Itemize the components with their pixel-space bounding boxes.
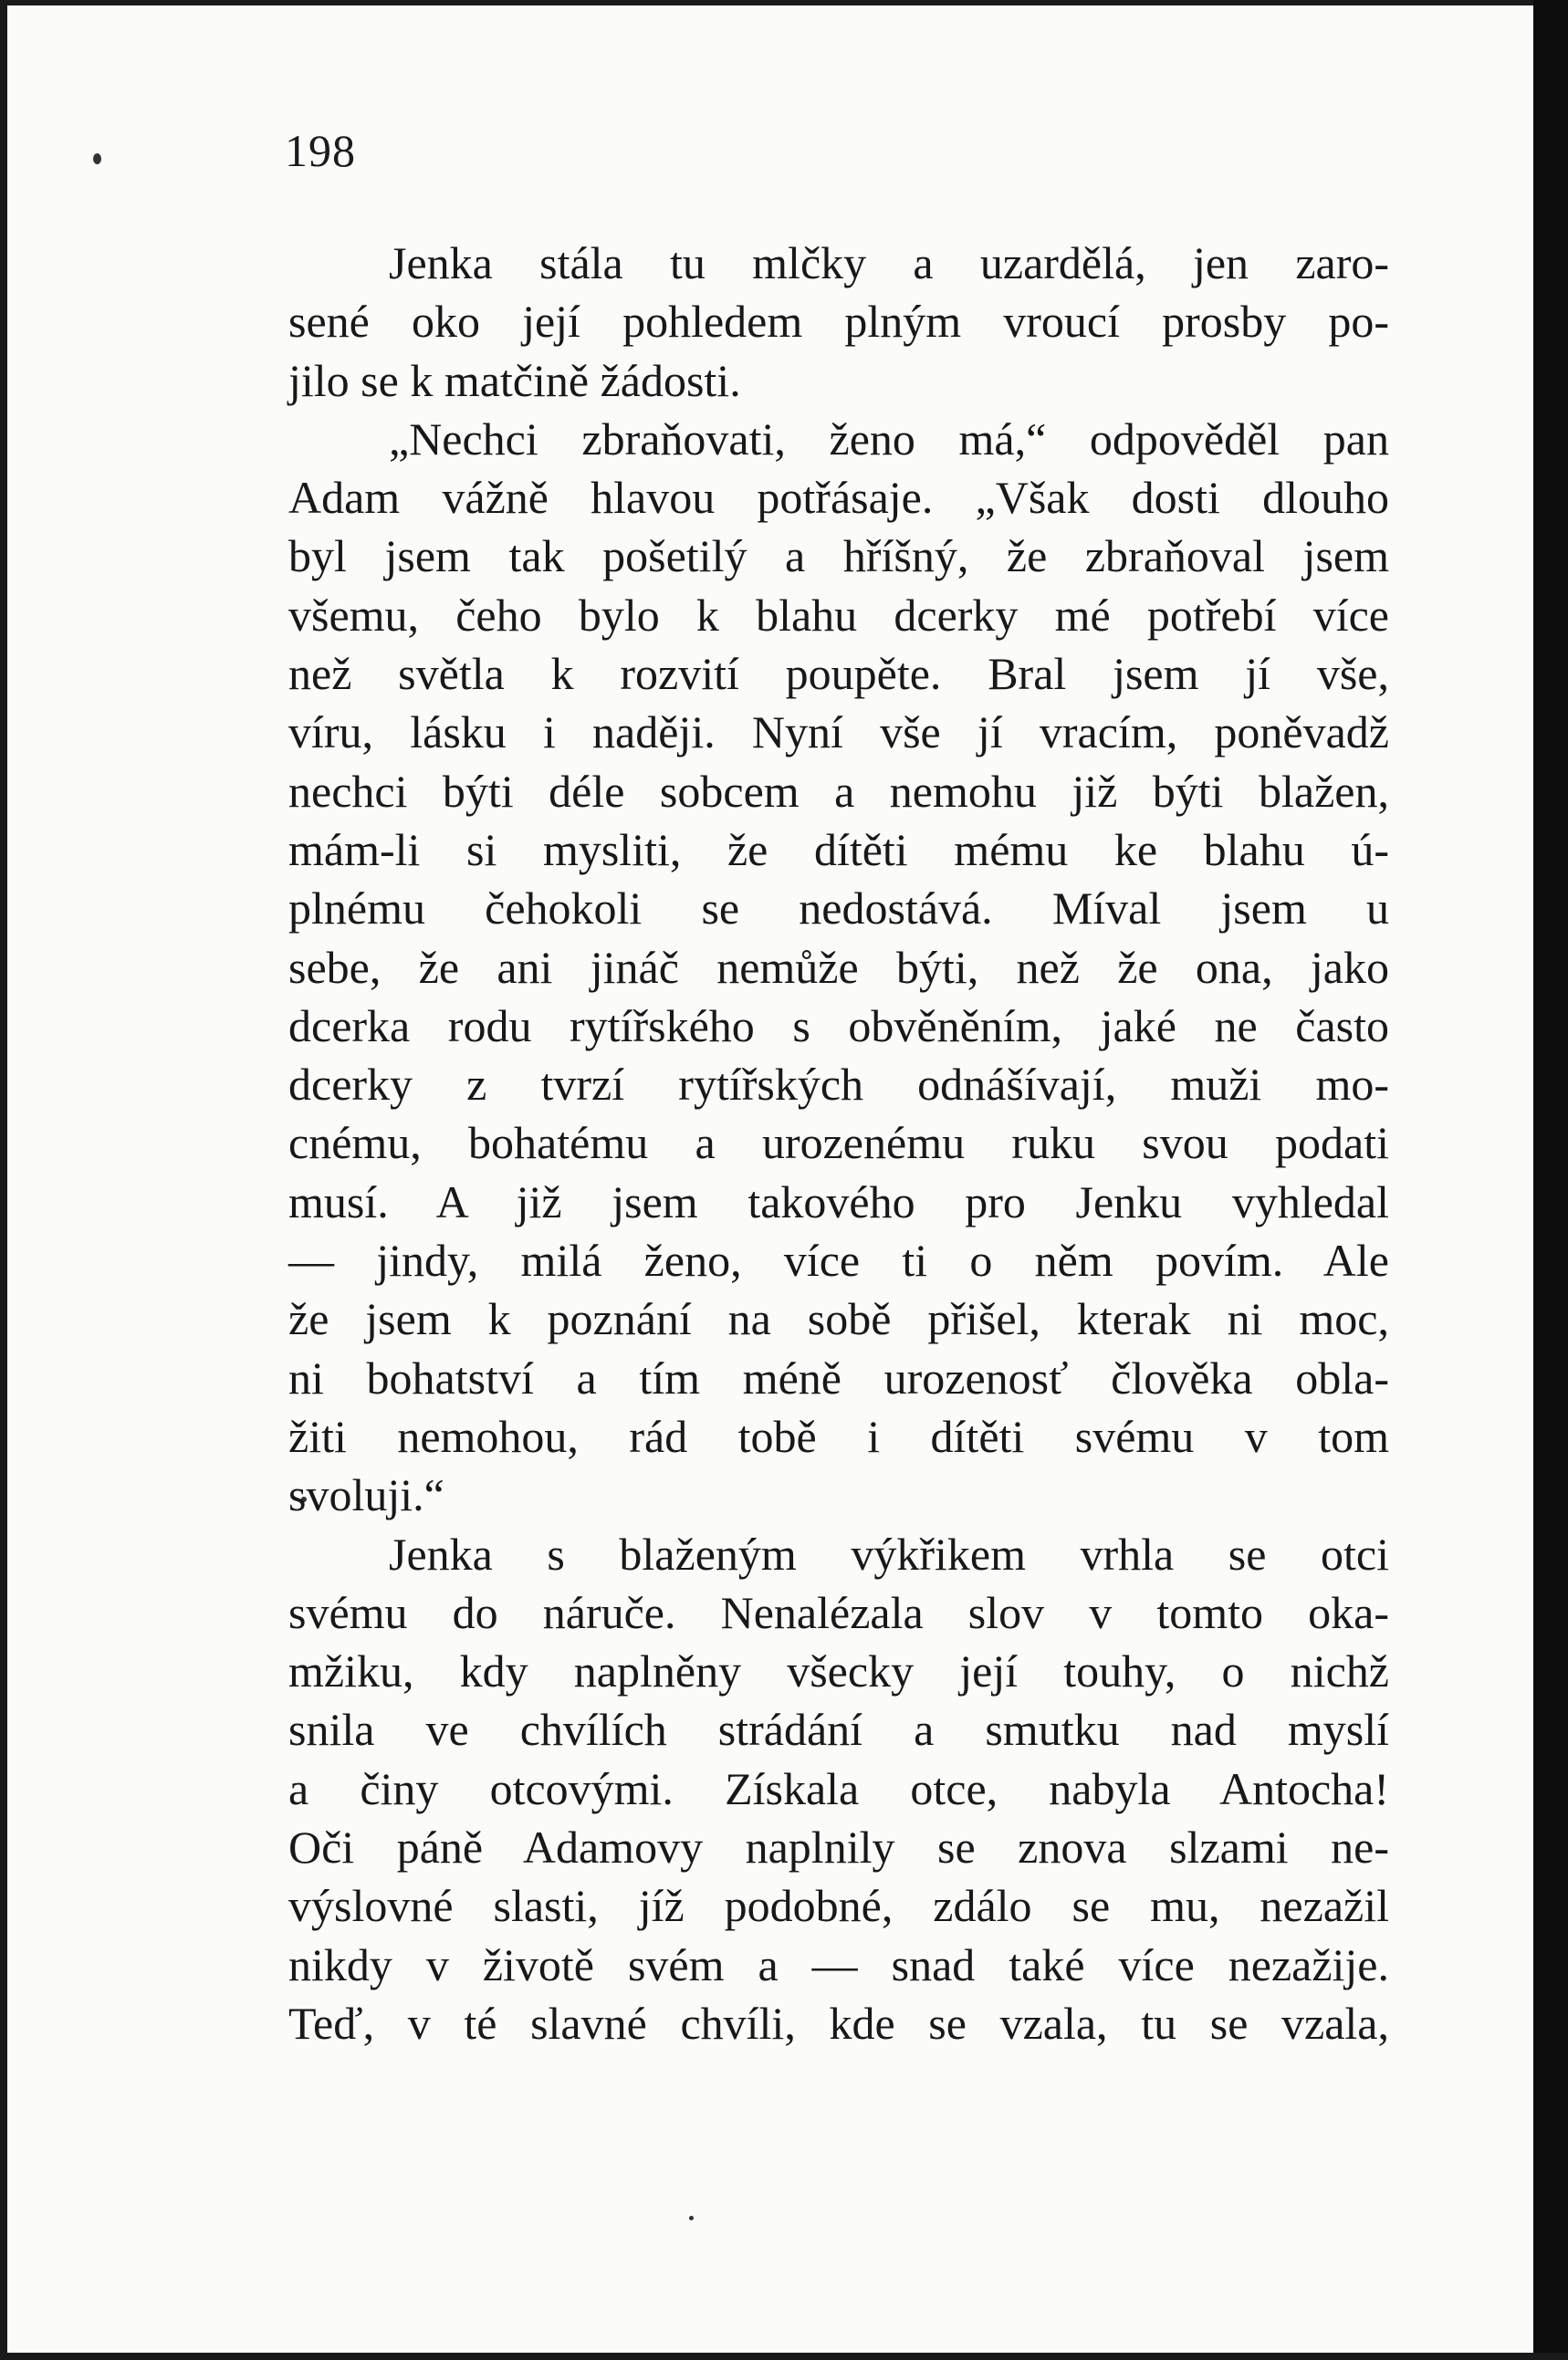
text-line: výslovné slasti, jíž podobné, zdálo se mu, nezažil xyxy=(288,1880,1389,1932)
text-line: sebe, že ani jináč nemůže býti, než že ona, jako xyxy=(288,941,1389,993)
text-line: žiti nemohou, rád tobě i dítěti svému v tom xyxy=(288,1410,1389,1462)
scan-border-bottom xyxy=(0,2353,1568,2360)
text-line: Oči páně Adamovy naplnily se znova slzami ne- xyxy=(288,1822,1389,1874)
text-line: svoluji.“ xyxy=(288,1469,444,1521)
text-line: Adam vážně hlavou potřásaje. „Však dosti dlouho xyxy=(288,472,1389,524)
text-line: a činy otcovými. Získala otce, nabyla Antocha! xyxy=(288,1762,1389,1814)
text-line: že jsem k poznání na sobě přišel, kterak ni moc, xyxy=(288,1293,1389,1345)
text-line: svému do náruče. Nenalézala slov v tomto oka- xyxy=(288,1586,1389,1638)
text-line: než světla k rozvití poupěte. Bral jsem jí vše, xyxy=(288,648,1389,700)
scan-speck xyxy=(689,2216,694,2220)
scan-border-top xyxy=(0,0,1568,5)
scan-speck xyxy=(93,153,101,164)
text-line: víru, lásku i naději. Nyní vše jí vracím, poněvadž xyxy=(288,706,1389,758)
scan-border-right xyxy=(1533,0,1568,2360)
text-line: Teď, v té slavné chvíli, kde se vzala, tu se vzala, xyxy=(288,1997,1389,2049)
text-line: musí. A již jsem takového pro Jenku vyhledal xyxy=(288,1175,1389,1227)
text-line: dcerka rodu rytířského s obvěněním, jaké ne často xyxy=(288,999,1389,1051)
text-line: mžiku, kdy naplněny všecky její touhy, o nichž xyxy=(288,1645,1389,1697)
page-number: 198 xyxy=(285,125,356,176)
text-line: Jenka s blaženým výkřikem vrhla se otci xyxy=(389,1528,1389,1580)
text-line: snila ve chvílích strádání a smutku nad myslí xyxy=(288,1704,1389,1756)
text-line: nechci býti déle sobcem a nemohu již býti blažen, xyxy=(288,765,1389,817)
text-line: nikdy v životě svém a — snad také více nezažije. xyxy=(288,1938,1389,1990)
text-line: byl jsem tak pošetilý a hříšný, že zbraňoval jsem xyxy=(288,530,1389,582)
text-line: plnému čehokoli se nedostává. Míval jsem u xyxy=(288,882,1389,935)
text-line: Jenka stála tu mlčky a uzardělá, jen zaro- xyxy=(389,237,1389,288)
text-line: cnému, bohatému a urozenému ruku svou podati xyxy=(288,1117,1389,1169)
text-line: mám-li si mysliti, že dítěti mému ke blahu ú- xyxy=(288,823,1389,875)
text-line: „Nechci zbraňovati, ženo má,“ odpověděl pan xyxy=(389,412,1389,465)
text-line: dcerky z tvrzí rytířských odnášívají, muži mo- xyxy=(288,1059,1389,1111)
text-line: sené oko její pohledem plným vroucí prosby po- xyxy=(288,296,1389,348)
text-line: jilo se k matčině žádosti. xyxy=(288,354,741,406)
text-line: — jindy, milá ženo, více ti o něm povím. Ale xyxy=(288,1235,1389,1287)
body-text xyxy=(288,234,1389,2052)
text-line: všemu, čeho bylo k blahu dcerky mé potřebí více xyxy=(288,589,1389,641)
scan-border-left xyxy=(0,0,7,2360)
text-line: ni bohatství a tím méně urozenosť člověka obla- xyxy=(288,1352,1389,1404)
